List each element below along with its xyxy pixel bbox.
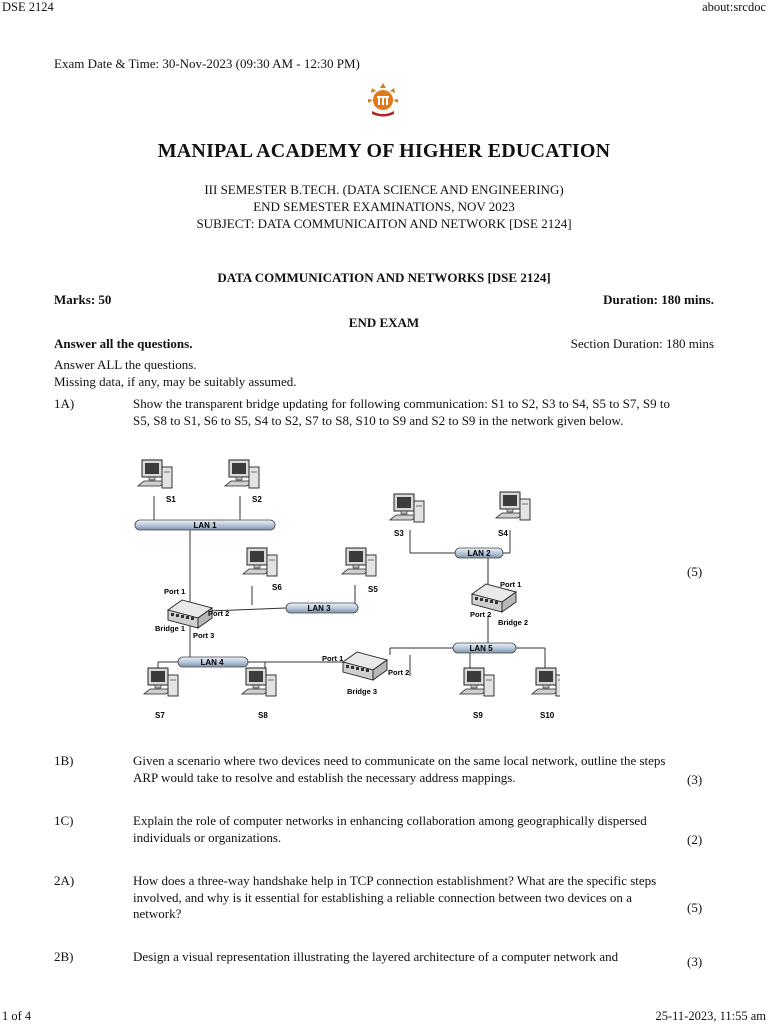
header-line-subject: SUBJECT: DATA COMMUNICAITON AND NETWORK [DSE 2124] xyxy=(196,216,572,231)
university-logo xyxy=(363,80,403,120)
print-footer-date: 25-11-2023, 11:55 am xyxy=(655,1009,766,1023)
bridge-3-port-2: Port 2 xyxy=(388,668,410,677)
exam-datetime: Exam Date & Time: 30-Nov-2023 (09:30 AM - 12:30 PM) xyxy=(54,56,360,71)
section-duration: Section Duration: 180 mins xyxy=(570,336,714,351)
bridge-2-port-2: Port 2 xyxy=(470,610,492,619)
question-number-1a: 1A) xyxy=(54,396,75,411)
bridge-2 xyxy=(470,580,528,627)
question-text-1a: Show the transparent bridge updating for following communication: S1 to S2, S3 to S4, S5 to S7, S9 to S5, S8 to S1, S6 to S5, S4 to S2, S7 to S8, S10 to S9 and S2 to S9 in the network given below. xyxy=(133,396,670,428)
bridge-1-port-3: Port 3 xyxy=(193,631,215,640)
question-marks-1a: (5) xyxy=(687,564,703,579)
network-diagram xyxy=(130,452,560,724)
bridge-3-label: Bridge 3 xyxy=(347,687,378,696)
question-text-1c: Explain the role of computer networks in enhancing collaboration among geographically dispersed individuals or organizations. xyxy=(133,813,647,845)
question-marks-2a: (5) xyxy=(687,900,703,915)
question-number-1c: 1C) xyxy=(54,813,74,828)
question-text-1b: Given a scenario where two devices need to communicate on the same local network, outline the steps ARP would take to resolve and establish the necessary address mappings. xyxy=(133,753,666,785)
station-s7-label: S7 xyxy=(155,711,165,720)
lan-2-label: LAN 2 xyxy=(467,549,491,558)
station-s2 xyxy=(225,460,262,504)
station-s3-label: S3 xyxy=(394,529,404,538)
question-text-2a: How does a three-way handshake help in TCP connection establishment? What are the specific steps involved, and why is it essential for establishing a reliable connection between two devices on a network? xyxy=(133,873,657,921)
lan-1 xyxy=(135,520,275,530)
print-footer-page: 1 of 4 xyxy=(2,1009,32,1023)
station-s8 xyxy=(242,668,276,720)
lan-5-label: LAN 5 xyxy=(469,644,493,653)
station-s9-label: S9 xyxy=(473,711,483,720)
question-number-2a: 2A) xyxy=(54,873,75,888)
station-s1-label: S1 xyxy=(166,495,176,504)
station-s6 xyxy=(243,548,282,592)
question-number-2b: 2B) xyxy=(54,949,74,964)
header-line-exams: END SEMESTER EXAMINATIONS, NOV 2023 xyxy=(253,199,515,214)
instruction-line-1: Answer ALL the questions. xyxy=(54,357,197,372)
header-line-semester: III SEMESTER B.TECH. (DATA SCIENCE AND ENGINEERING) xyxy=(204,182,564,197)
station-s4-label: S4 xyxy=(498,529,508,538)
course-heading: DATA COMMUNICATION AND NETWORKS [DSE 2124] xyxy=(217,270,551,285)
institution-title: MANIPAL ACADEMY OF HIGHER EDUCATION xyxy=(157,140,611,162)
duration-label: Duration: 180 mins. xyxy=(603,292,714,307)
bridge-1-port-1: Port 1 xyxy=(164,587,186,596)
station-s3 xyxy=(390,494,424,538)
lan-3-label: LAN 3 xyxy=(307,604,331,613)
lan-1-label: LAN 1 xyxy=(193,521,217,530)
lan-4-label: LAN 4 xyxy=(200,658,224,667)
question-number-1b: 1B) xyxy=(54,753,74,768)
print-header-url: about:srcdoc xyxy=(702,0,766,14)
answer-all-heading: Answer all the questions. xyxy=(54,336,193,351)
station-s5 xyxy=(342,548,378,594)
lan-3 xyxy=(286,603,358,613)
station-s4 xyxy=(496,492,530,538)
bridge-1-label: Bridge 1 xyxy=(155,624,186,633)
bridge-1-port-2: Port 2 xyxy=(208,609,230,618)
station-s5-label: S5 xyxy=(368,585,378,594)
station-s1 xyxy=(138,460,176,504)
bridge-3 xyxy=(322,652,409,696)
print-header-title: DSE 2124 xyxy=(2,0,54,14)
station-s9 xyxy=(460,668,494,720)
exam-label: END EXAM xyxy=(348,315,420,330)
lan-5 xyxy=(453,643,516,653)
station-s10 xyxy=(532,668,560,720)
station-s6-label: S6 xyxy=(272,583,282,592)
bridge-1 xyxy=(155,587,229,640)
marks-label: Marks: 50 xyxy=(54,292,112,307)
station-s7 xyxy=(144,668,178,720)
question-marks-2b: (3) xyxy=(687,954,703,969)
lan-2 xyxy=(455,548,503,558)
question-text-2b: Design a visual representation illustrating the layered architecture of a computer network and xyxy=(133,949,619,964)
station-s8-label: S8 xyxy=(258,711,268,720)
instruction-line-2: Missing data, if any, may be suitably assumed. xyxy=(54,374,297,389)
lan-4 xyxy=(178,657,248,667)
station-s2-label: S2 xyxy=(252,495,262,504)
bridge-2-label: Bridge 2 xyxy=(498,618,529,627)
bridge-3-port-1: Port 1 xyxy=(322,654,344,663)
question-marks-1c: (2) xyxy=(687,832,703,847)
question-marks-1b: (3) xyxy=(687,772,703,787)
bridge-2-port-1: Port 1 xyxy=(500,580,522,589)
station-s10-label: S10 xyxy=(540,711,555,720)
